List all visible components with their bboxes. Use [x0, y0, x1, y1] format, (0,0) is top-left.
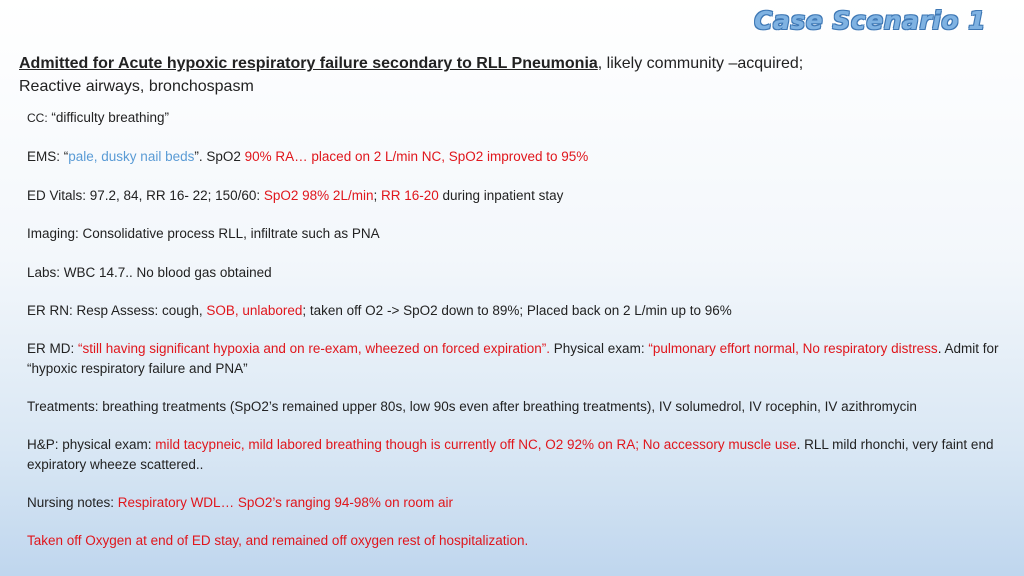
ems-quote: pale, dusky nail beds: [68, 149, 195, 165]
hp-line: [27, 435, 1002, 473]
er-rn-red: SOB, unlabored: [206, 302, 303, 318]
headline-diagnosis: Admitted for Acute hypoxic respiratory failure secondary to RLL Pneumonia: [19, 55, 598, 72]
headline-line2: Reactive airways, bronchospasm: [19, 78, 254, 95]
cc-line: [27, 108, 1002, 128]
er-md-exam: “pulmonary effort normal, No respiratory distress: [648, 341, 938, 357]
er-md-mid: Physical exam:: [550, 341, 649, 357]
er-rn-line: [27, 301, 1002, 320]
er-rn-tail: ; taken off O2 -> SpO2 down to 89%; Placed back on 2 L/min up to 96%: [302, 302, 732, 318]
slide-title: Case Scenario 1: [754, 6, 986, 35]
final-line: Taken off Oxygen at end of ED stay, and remained off oxygen rest of hospitalization.: [27, 533, 529, 549]
ed-vitals-line: [27, 186, 1002, 205]
er-md-tail: . Admit for “hypoxic respiratory failure and PNA”: [27, 341, 999, 376]
labs-line: Labs: WBC 14.7.. No blood gas obtained: [27, 264, 272, 280]
hp-red: mild tacypneic, mild labored breathing though is currently off NC, O2 92% on RA; No accessory muscle use: [155, 437, 797, 453]
ems-mid: ”. SpO2: [194, 149, 245, 165]
ed-vitals-sep: ;: [373, 187, 381, 203]
treatments-line: Treatments: breathing treatments (SpO2’s remained upper 80s, low 90s even after breathing treatments), IV solumedrol, IV rocephin, IV azithromycin: [27, 398, 917, 414]
er-md-quote: “still having significant hypoxia and on re-exam, wheezed on forced expiration”.: [78, 341, 551, 357]
headline-rest: , likely community –acquired;: [597, 55, 804, 72]
cc-text: “difficulty breathing”: [47, 110, 169, 125]
nursing-label: Nursing notes:: [27, 494, 118, 510]
ed-vitals-rr: RR 16-20: [380, 187, 439, 203]
ems-label: EMS: “: [27, 149, 69, 165]
headline: [19, 52, 1009, 98]
ed-vitals-spo2: SpO2 98% 2L/min: [263, 187, 374, 203]
er-md-line: [27, 339, 1002, 377]
ems-red: 90% RA… placed on 2 L/min NC, SpO2 improved to 95%: [244, 149, 589, 165]
ed-vitals-tail: during inpatient stay: [438, 187, 564, 203]
hp-label: H&P: physical exam:: [27, 437, 156, 453]
er-rn-label: ER RN: Resp Assess: cough,: [27, 302, 207, 318]
hp-tail: . RLL mild rhonchi, very faint end expiratory wheeze scattered..: [27, 437, 994, 472]
nursing-red: Respiratory WDL… SpO2’s ranging 94-98% on room air: [117, 494, 453, 510]
er-md-label: ER MD:: [27, 341, 79, 357]
imaging-line: Imaging: Consolidative process RLL, infiltrate such as PNA: [27, 226, 380, 242]
nursing-line: [27, 493, 1002, 512]
ed-vitals-label: ED Vitals: 97.2, 84, RR 16- 22; 150/60:: [27, 187, 264, 203]
ems-line: [27, 147, 1002, 166]
case-notes: [27, 108, 1002, 551]
cc-label: CC:: [27, 111, 48, 125]
